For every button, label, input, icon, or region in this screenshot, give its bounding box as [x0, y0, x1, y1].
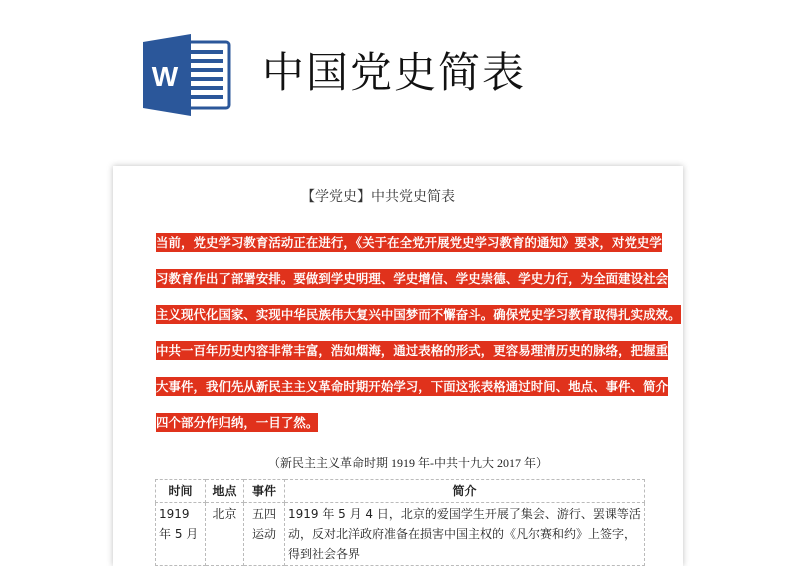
- table-subtitle: （新民主主义革命时期 1919 年-中共十九大 2017 年）: [268, 456, 548, 470]
- header-place: 地点: [206, 480, 244, 503]
- highlight-line: 当前，党史学习教育活动正在进行，《关于在全党开展党史学习教育的通知》要求，对党史学: [156, 235, 662, 250]
- header-summary: 简介: [285, 480, 645, 503]
- cell-time: 1919 年 5 月: [156, 503, 206, 566]
- highlight-line: 习教育作出了部署安排。要做到学史明理、学史增信、学史崇德、学史力行，为全面建设社会: [156, 271, 669, 286]
- document-title: 【学党史】中共党史简表: [301, 189, 455, 205]
- word-logo-icon: [143, 34, 231, 116]
- highlight-line: 四个部分作归纳，一目了然。: [156, 415, 319, 430]
- highlight-line: 大事件，我们先从新民主主义革命时期开始学习，下面这张表格通过时间、地点、事件、简介: [156, 379, 669, 394]
- cell-event: 五四运动: [244, 503, 285, 566]
- document-page: [113, 166, 683, 566]
- svg-text:W: W: [151, 61, 179, 92]
- page-title: 中国党史简表: [262, 48, 527, 97]
- cell-summary: 1919 年 5 月 4 日，北京的爱国学生开展了集会、游行、罢课等活动，反对北洋政府准备在损害中国主权的《凡尔赛和约》上签字，得到社会各界: [285, 503, 645, 566]
- cell-place: 北京: [206, 503, 244, 566]
- highlight-line: 中共一百年历史内容非常丰富，浩如烟海，通过表格的形式，更容易理清历史的脉络，把握重: [156, 343, 669, 358]
- header-time: 时间: [156, 480, 206, 503]
- highlight-line: 主义现代化国家、实现中华民族伟大复兴中国梦而不懈奋斗。确保党史学习教育取得扎实成效。: [156, 307, 681, 322]
- header-event: 事件: [244, 480, 285, 503]
- table-header-row: [156, 480, 645, 503]
- table-row: [156, 503, 645, 566]
- history-table: [155, 479, 645, 566]
